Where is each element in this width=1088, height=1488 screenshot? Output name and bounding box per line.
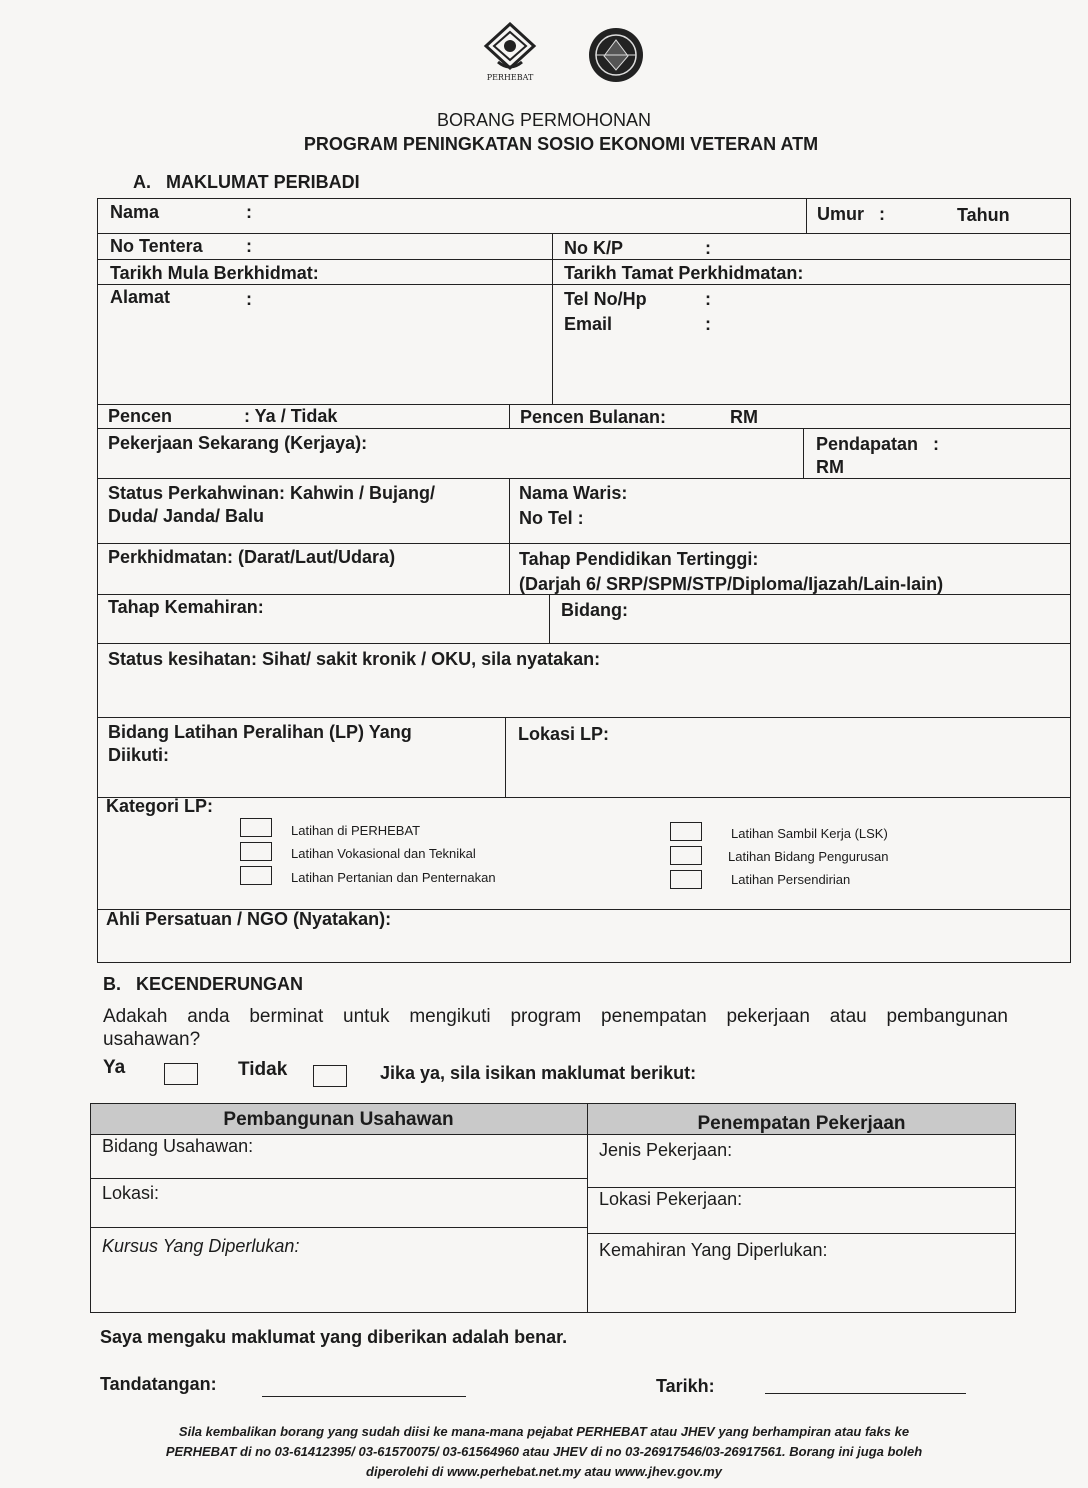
- row-label: Kursus Yang Diperlukan:: [102, 1236, 300, 1256]
- label-no-kp: No K/P: [564, 238, 624, 258]
- label-latihan-2: Diikuti:: [108, 745, 169, 765]
- label-bidang: Bidang:: [561, 600, 628, 620]
- label-alamat: Alamat: [110, 287, 171, 307]
- option-label: Latihan Bidang Pengurusan: [728, 849, 889, 864]
- label-tahun: Tahun: [957, 205, 1010, 225]
- date-line[interactable]: [765, 1393, 966, 1394]
- checkbox-ya[interactable]: [164, 1063, 198, 1085]
- label-no-tel: No Tel :: [519, 508, 584, 528]
- label-kesihatan: Status kesihatan: Sihat/ sakit kronik / OKU, sila nyatakan:: [108, 649, 601, 669]
- col-header-usahawan: Pembangunan Usahawan: [223, 1109, 454, 1130]
- label-tandatangan: Tandatangan:: [100, 1374, 217, 1394]
- program-title: PROGRAM PENINGKATAN SOSIO EKONOMI VETERAN ATM: [303, 134, 819, 154]
- colon: :: [705, 289, 711, 309]
- colon: :: [705, 238, 711, 258]
- pencen-options: : Ya / Tidak: [244, 406, 338, 426]
- option-label: Latihan Sambil Kerja (LSK): [731, 826, 888, 841]
- footer-line: [44, 1462, 1044, 1482]
- label-nama-waris: Nama Waris:: [519, 483, 628, 503]
- footer-line: Sila kembalikan borang yang sudah diisi ke mana-mana pejabat PERHEBAT atau JHEV yang berhampiran atau faks ke: [178, 1424, 910, 1439]
- footer-line: PERHEBAT di no 03-61412395/ 03-61570075/ 03-61564960 atau JHEV di no 03-26917546/03-26917561. Borang ini juga boleh: [165, 1444, 923, 1459]
- footer-text: atau: [580, 1464, 615, 1479]
- option-label: Latihan Persendirian: [731, 872, 851, 887]
- form-title: BORANG PERMOHONAN: [436, 110, 652, 130]
- label-pekerjaan: Pekerjaan Sekarang (Kerjaya):: [108, 433, 368, 453]
- label-latihan: Bidang Latihan Peralihan (LP) Yang: [108, 722, 412, 742]
- label-lokasi-lp: Lokasi LP:: [518, 724, 610, 744]
- label-pendidikan-options: (Darjah 6/ SRP/SPM/STP/Diploma/Ijazah/Lain-lain): [519, 574, 944, 594]
- checkbox-latihan-pertanian[interactable]: [240, 866, 272, 885]
- row-label: Jenis Pekerjaan:: [599, 1140, 733, 1160]
- label-pencen-bulanan: Pencen Bulanan:: [520, 407, 667, 427]
- label-email: Email: [564, 314, 613, 334]
- label-tarikh-tamat: Tarikh Tamat Perkhidmatan:: [564, 263, 804, 283]
- checkbox-tidak[interactable]: [313, 1065, 347, 1087]
- section-a-heading: A. MAKLUMAT PERIBADI: [133, 172, 360, 192]
- checkbox-latihan-sambil-kerja[interactable]: [670, 822, 702, 841]
- option-label: Latihan Vokasional dan Teknikal: [291, 846, 476, 861]
- label-kemahiran: Tahap Kemahiran:: [108, 597, 264, 617]
- label-perkhidmatan: Perkhidmatan: (Darat/Laut/Udara): [108, 547, 396, 567]
- checkbox-latihan-persendirian[interactable]: [670, 870, 702, 889]
- row-label: Kemahiran Yang Diperlukan:: [599, 1240, 828, 1260]
- label-pendapatan: Pendapatan :: [816, 434, 940, 454]
- question-text-2: usahawan?: [103, 1029, 201, 1050]
- option-label: Latihan di PERHEBAT: [291, 823, 421, 838]
- label-kategori-lp: Kategori LP:: [106, 796, 214, 816]
- label-umur: Umur :: [817, 204, 886, 224]
- row-label: Lokasi Pekerjaan:: [599, 1189, 743, 1209]
- question-text: Adakah anda berminat untuk mengikuti program penempatan pekerjaan atau pembangunan: [103, 1006, 1008, 1027]
- veteran-seal-logo: [582, 26, 650, 84]
- colon: :: [705, 314, 711, 334]
- declaration-text: Saya mengaku maklumat yang diberikan adalah benar.: [100, 1327, 568, 1347]
- label-tarikh-mula: Tarikh Mula Berkhidmat:: [110, 263, 319, 283]
- label-ya: Ya: [103, 1057, 126, 1078]
- section-b-heading: B. KECENDERUNGAN: [103, 974, 304, 994]
- link-jhev[interactable]: www.jhev.gov.my: [614, 1464, 722, 1479]
- svg-text:PERHEBAT: PERHEBAT: [486, 73, 534, 82]
- label-status-kahwin: Status Perkahwinan: Kahwin / Bujang/: [108, 483, 436, 503]
- colon: :: [246, 202, 252, 222]
- label-nama: Nama: [110, 202, 160, 222]
- label-no-tentera: No Tentera: [110, 236, 203, 256]
- row-label: Bidang Usahawan:: [102, 1136, 254, 1156]
- label-pendidikan: Tahap Pendidikan Tertinggi:: [519, 549, 759, 569]
- label-tarikh: Tarikh:: [656, 1376, 715, 1396]
- label-rm: RM: [816, 457, 844, 477]
- link-perhebat[interactable]: www.perhebat.net.my: [446, 1464, 581, 1479]
- footer-text: diperolehi di: [366, 1464, 447, 1479]
- option-label: Latihan Pertanian dan Penternakan: [291, 870, 496, 885]
- checkbox-latihan-pengurusan[interactable]: [670, 846, 702, 865]
- col-header-pekerjaan: Penempatan Pekerjaan: [697, 1113, 906, 1134]
- label-tel: Tel No/Hp: [564, 289, 647, 309]
- signature-line[interactable]: [262, 1396, 466, 1397]
- perhebat-logo: [478, 22, 542, 84]
- row-label: Lokasi:: [102, 1183, 160, 1203]
- label-status-kahwin-2: Duda/ Janda/ Balu: [108, 506, 265, 526]
- colon: :: [246, 289, 252, 309]
- footer-note: [44, 1422, 1044, 1482]
- colon: :: [246, 236, 252, 256]
- label-ahli-persatuan: Ahli Persatuan / NGO (Nyatakan):: [106, 909, 392, 929]
- checkbox-latihan-perhebat[interactable]: [240, 818, 272, 837]
- label-rm: RM: [730, 407, 758, 427]
- label-pencen: Pencen: [108, 406, 173, 426]
- label-tidak: Tidak: [238, 1059, 288, 1080]
- instruction-text: Jika ya, sila isikan maklumat berikut:: [380, 1063, 697, 1083]
- checkbox-latihan-vokasional[interactable]: [240, 842, 272, 861]
